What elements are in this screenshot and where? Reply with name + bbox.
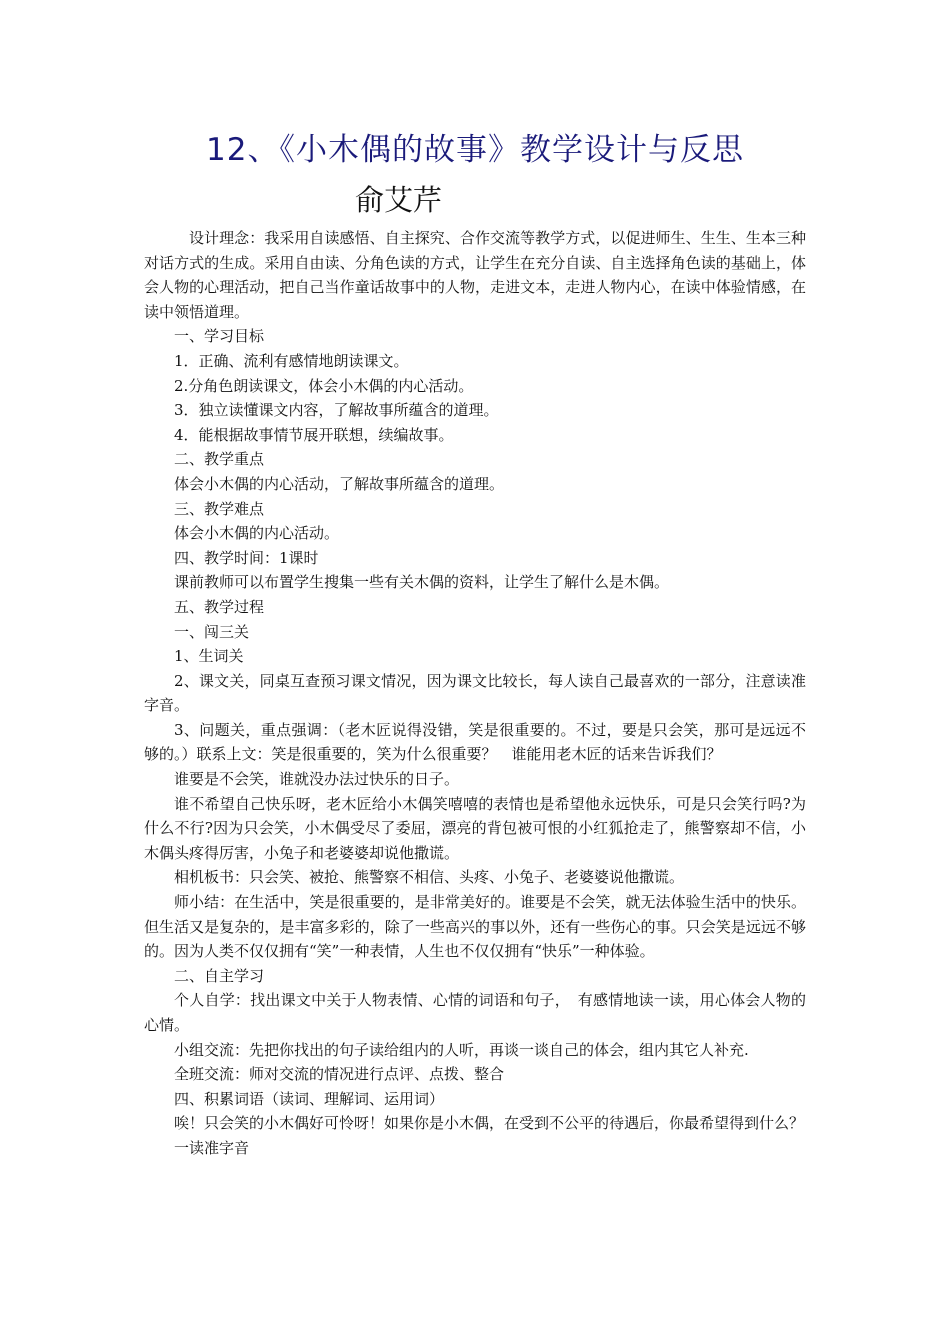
paragraph-first-reading: 一读准字音 <box>174 1138 250 1157</box>
document-author: 俞艾芹 <box>355 183 443 217</box>
paragraph-answer: 谁要是不会笑，谁就没办法过快乐的日子。 <box>174 770 460 789</box>
paragraph-discussion: 谁不希望自己快乐呀，老木匠给小木偶笑嘻嘻的表情也是希望他永远快乐，可是只会笑行吗?为什么不行?因为只会笑，小木偶受尽了委屈，漂亮的背包被可恨的小红狐抢走了，熊警察却不信，小木偶头疼得厉害，小兔子和老婆婆却说他撒谎。 <box>144 794 806 862</box>
heading-key-points: 二、教学重点 <box>174 450 265 469</box>
heading-difficulties: 三、教学难点 <box>174 499 265 518</box>
paragraph-design-concept: 设计理念：我采用自读感悟、自主探究、合作交流等教学方式，以促进师生、生生、生本三种对话方式的生成。采用自由读、分角色读的方式，让学生在充分自读、自主选择角色读的基础上，体会人物的心理活动，把自己当作童话故事中的人物，走进文本，走进人物内心，在读中体验情感，在读中领悟道理。 <box>144 229 806 321</box>
paragraph-group-exchange: 小组交流：先把你找出的句子读给组内的人听，再谈一谈自己的体会，组内其它人补充. <box>174 1040 749 1059</box>
list-item-text-check: 2、课文关，同桌互查预习课文情况，因为课文比较长，每人读自己最喜欢的一部分，注意读准字音。 <box>144 671 806 715</box>
heading-self-study: 二、自主学习 <box>174 966 265 985</box>
list-item-goal-2: 2.分角色朗读课文，体会小木偶的内心活动。 <box>174 376 474 395</box>
heading-learning-goals: 一、学习目标 <box>174 327 265 346</box>
paragraph-teacher-summary: 师小结：在生活中，笑是很重要的，是非常美好的。谁要是不会笑，就无法体验生活中的快乐。但生活又是复杂的，是丰富多彩的，除了一些高兴的事以外，还有一些伤心的事。只会笑是远远不够的。因为人类不仅仅拥有“笑”一种表情，人生也不仅仅拥有“快乐”一种体验。 <box>144 893 806 961</box>
paragraph-difficulties: 体会小木偶的内心活动。 <box>174 524 340 543</box>
document-body <box>144 226 806 1161</box>
list-item-goal-3: 3．独立读懂课文内容，了解故事所蕴含的道理。 <box>174 401 499 420</box>
paragraph-question: 唉！只会笑的小木偶好可怜呀！如果你是小木偶，在受到不公平的待遇后，你最希望得到什么？ <box>174 1114 805 1133</box>
paragraph-key-points: 体会小木偶的内心活动，了解故事所蕴含的道理。 <box>174 474 505 493</box>
list-item-question-check: 3、问题关，重点强调：（老木匠说得没错，笑是很重要的。不过，要是只会笑，那可是远远不够的。）联系上文：笑是很重要的，笑为什么很重要？ 谁能用老木匠的话来告诉我们？ <box>144 720 806 764</box>
heading-three-checkpoints: 一、闯三关 <box>174 622 250 641</box>
paragraph-preparation: 课前教师可以布置学生搜集一些有关木偶的资料，让学生了解什么是木偶。 <box>174 573 670 592</box>
heading-teaching-time: 四、教学时间：1课时 <box>174 548 319 567</box>
heading-teaching-process: 五、教学过程 <box>174 597 265 616</box>
paragraph-class-exchange: 全班交流：师对交流的情况进行点评、点拨、整合 <box>174 1065 505 1084</box>
heading-vocabulary-accumulation: 四、积累词语（读词、理解词、运用词） <box>174 1089 445 1108</box>
list-item-goal-1: 1．正确、流利有感情地朗读课文。 <box>174 351 409 370</box>
list-item-vocabulary: 1、生词关 <box>174 647 244 666</box>
list-item-goal-4: 4．能根据故事情节展开联想，续编故事。 <box>174 425 454 444</box>
paragraph-board-notes: 相机板书：只会笑、被抢、熊警察不相信、头疼、小兔子、老婆婆说他撒谎。 <box>174 868 685 887</box>
document-title: 12、《小木偶的故事》教学设计与反思 <box>206 132 744 168</box>
paragraph-individual-study: 个人自学：找出课文中关于人物表情、心情的词语和句子， 有感情地读一读，用心体会人物的心情。 <box>144 991 806 1034</box>
